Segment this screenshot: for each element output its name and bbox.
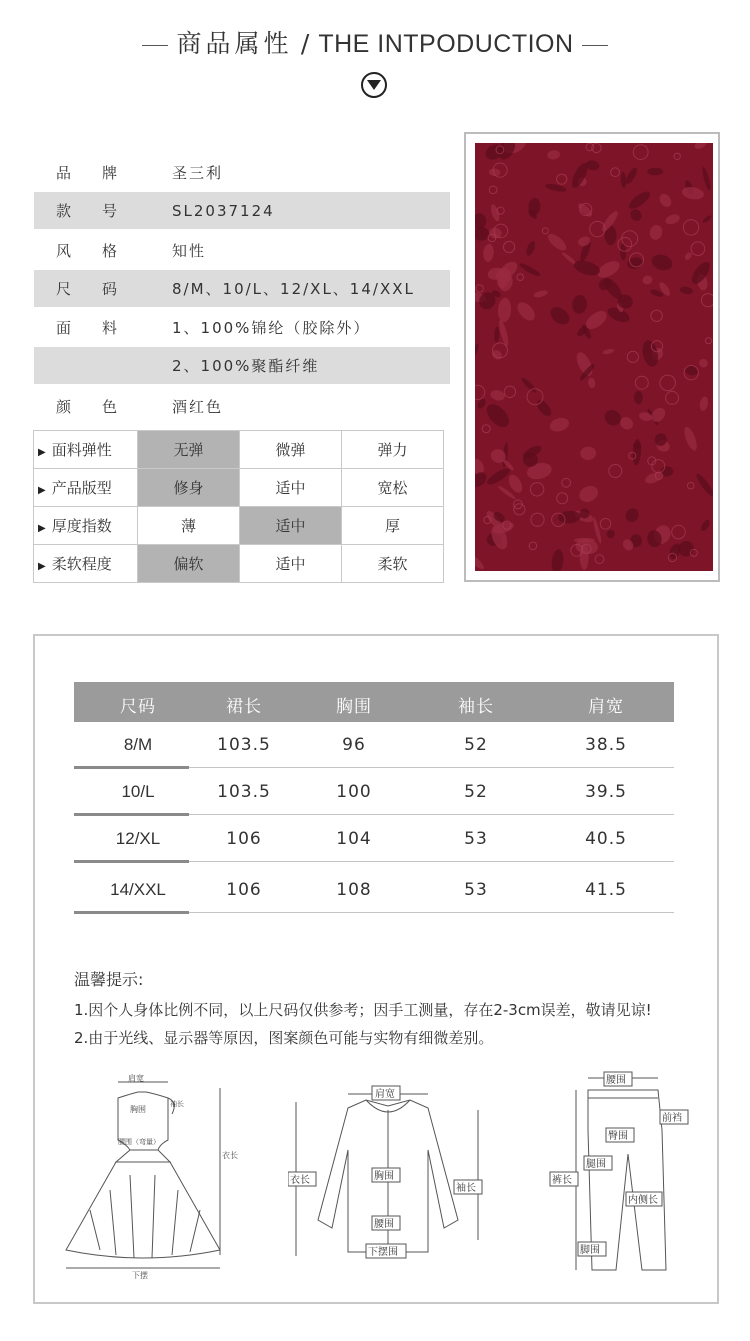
size-table-header — [74, 682, 674, 722]
dress-waist-label: 腰围（弯量） — [118, 1138, 160, 1146]
size-table-value-cell: 52 — [464, 735, 488, 755]
dress-chest-label: 胸围 — [130, 1105, 146, 1114]
attribute-value: 知性 — [172, 242, 207, 260]
size-table-value-cell: 52 — [464, 782, 488, 802]
size-table-value-cell: 40.5 — [585, 829, 627, 849]
index-grid-row — [34, 431, 444, 469]
index-grid-label — [34, 469, 138, 507]
index-grid-option-selected: 修身 — [138, 469, 240, 507]
attribute-key-char-2: 牌 — [102, 164, 118, 182]
size-table-size-cell: 12/XL — [115, 829, 161, 848]
size-table-value-cell: 103.5 — [217, 782, 271, 802]
size-table-value-cell: 106 — [226, 829, 262, 849]
product-index-grid — [33, 430, 444, 583]
attribute-key-char-1: 尺 — [56, 280, 72, 298]
dress-sleeve-label: 袖长 — [170, 1100, 184, 1108]
index-grid-option: 适中 — [240, 545, 342, 583]
pants-length-label: 裤长 — [552, 1175, 572, 1186]
shirt-measurement-diagram — [288, 1080, 488, 1265]
size-table-header-cell: 肩宽 — [588, 697, 624, 717]
attribute-key-char-2: 码 — [102, 280, 118, 298]
size-table-row — [74, 815, 674, 862]
size-table-header-cell: 胸围 — [336, 697, 372, 717]
attribute-row — [34, 192, 450, 229]
attribute-key-char-2: 号 — [102, 202, 118, 220]
pants-leg-opening-label: 脚围 — [580, 1245, 600, 1256]
size-table-value-cell: 106 — [226, 880, 262, 900]
attribute-key-char-1: 颜 — [56, 398, 72, 416]
dress-hem-label: 下摆 — [132, 1271, 148, 1280]
pants-waist-label: 腰围 — [606, 1075, 626, 1086]
attribute-key-char-1: 款 — [56, 202, 72, 220]
attribute-value: 1、100%锦纶（胶除外） — [172, 319, 371, 337]
size-table-row — [74, 768, 674, 815]
attribute-key-char-2: 格 — [102, 242, 118, 260]
index-grid-option: 柔软 — [342, 545, 444, 583]
pants-hip-label: 臀围 — [608, 1131, 628, 1142]
section-header — [0, 24, 750, 60]
attribute-row — [34, 232, 450, 269]
pants-measurement-diagram — [548, 1070, 698, 1280]
index-grid-option: 宽松 — [342, 469, 444, 507]
shirt-waist-label: 腰围 — [374, 1219, 394, 1230]
shirt-sleeve-label: 袖长 — [456, 1183, 476, 1194]
size-table-header-cell: 袖长 — [458, 697, 494, 717]
index-grid-label-text: 柔软程度 — [51, 555, 112, 573]
size-table-size-cell: 8/M — [123, 735, 153, 754]
pants-inseam-label: 内侧长 — [628, 1195, 658, 1206]
lace-fabric-image — [464, 132, 720, 582]
size-table-value-cell: 38.5 — [585, 735, 627, 755]
size-table-value-cell: 41.5 — [585, 880, 627, 900]
size-table-row — [74, 866, 674, 913]
attribute-row — [34, 347, 450, 384]
index-grid-option-selected: 偏软 — [138, 545, 240, 583]
attribute-key-char-2: 料 — [102, 319, 118, 337]
size-table-value-cell: 100 — [336, 782, 372, 802]
row-divider-accent — [74, 911, 189, 914]
index-grid-option: 适中 — [240, 469, 342, 507]
index-grid-option: 弹力 — [342, 431, 444, 469]
index-grid-label — [34, 507, 138, 545]
attribute-row — [34, 309, 450, 346]
dress-measurement-diagram — [60, 1070, 240, 1285]
shirt-shoulder-label: 肩宽 — [375, 1089, 395, 1100]
shirt-hem-label: 下摆围 — [368, 1247, 398, 1258]
index-grid-label-text: 面料弹性 — [51, 441, 112, 459]
header-title-zh: 商品属性 — [176, 29, 293, 58]
attribute-key-char-2: 色 — [102, 398, 118, 416]
size-table-value-cell: 39.5 — [585, 782, 627, 802]
tips-line-1: 1.因个人身体比例不同，以上尺码仅供参考；因手工测量，存在2-3cm误差，敬请见谅! — [74, 1001, 652, 1019]
row-divider-accent — [74, 860, 189, 863]
index-grid-option-selected: 无弹 — [138, 431, 240, 469]
triangle-right-icon: ▶ — [38, 447, 46, 458]
dress-length-label: 衣长 — [222, 1151, 238, 1160]
size-table-value-cell: 103.5 — [217, 735, 271, 755]
index-grid-label — [34, 545, 138, 583]
header-dash-right — [582, 45, 608, 46]
attribute-row — [34, 388, 450, 425]
index-grid-label-text: 产品版型 — [51, 479, 112, 497]
attribute-key-char-1: 品 — [56, 164, 72, 182]
index-grid-option: 微弹 — [240, 431, 342, 469]
index-grid-option: 厚 — [342, 507, 444, 545]
size-table-value-cell: 53 — [464, 880, 488, 900]
triangle-right-icon: ▶ — [38, 523, 46, 534]
index-grid-option-selected: 适中 — [240, 507, 342, 545]
pants-front-rise-label: 前裆 — [662, 1113, 682, 1124]
attribute-key-char-1: 风 — [56, 242, 72, 260]
attribute-value: 2、100%聚酯纤维 — [172, 357, 320, 375]
index-grid-row — [34, 469, 444, 507]
size-table-row — [74, 721, 674, 768]
index-grid-label-text: 厚度指数 — [51, 517, 112, 535]
attribute-row — [34, 154, 450, 191]
size-table-header-cell: 裙长 — [226, 697, 262, 717]
size-table-value-cell: 104 — [336, 829, 372, 849]
size-table-size-cell: 14/XXL — [110, 880, 166, 899]
attribute-key-char-1: 面 — [56, 319, 72, 337]
triangle-right-icon: ▶ — [38, 485, 46, 496]
attribute-value: 8/M、10/L、12/XL、14/XXL — [172, 280, 415, 298]
header-dash-left — [142, 45, 168, 46]
header-title-en: THE INTPODUCTION — [318, 30, 574, 58]
attribute-value: SL2037124 — [172, 201, 275, 220]
size-table-header-cell: 尺码 — [120, 697, 156, 717]
tips-line-2: 2.由于光线、显示器等原因，图案颜色可能与实物有细微差别。 — [74, 1029, 494, 1047]
circle-chevron-down-icon — [361, 72, 387, 98]
dress-shoulder-label: 肩宽 — [128, 1074, 144, 1083]
attribute-row — [34, 270, 450, 307]
size-table-value-cell: 96 — [342, 735, 366, 755]
size-table-value-cell: 53 — [464, 829, 488, 849]
shirt-chest-label: 胸围 — [374, 1171, 394, 1182]
pants-thigh-label: 腿围 — [586, 1159, 606, 1170]
triangle-right-icon: ▶ — [38, 561, 46, 572]
attribute-value: 圣三利 — [172, 164, 224, 182]
header-separator: / — [300, 29, 310, 58]
index-grid-label — [34, 431, 138, 469]
shirt-length-label: 衣长 — [290, 1175, 310, 1186]
index-grid-row — [34, 507, 444, 545]
size-table-size-cell: 10/L — [121, 782, 155, 801]
tips-title: 温馨提示: — [74, 970, 144, 989]
size-table-value-cell: 108 — [336, 880, 372, 900]
index-grid-row — [34, 545, 444, 583]
attribute-value: 酒红色 — [172, 398, 224, 416]
index-grid-option: 薄 — [138, 507, 240, 545]
